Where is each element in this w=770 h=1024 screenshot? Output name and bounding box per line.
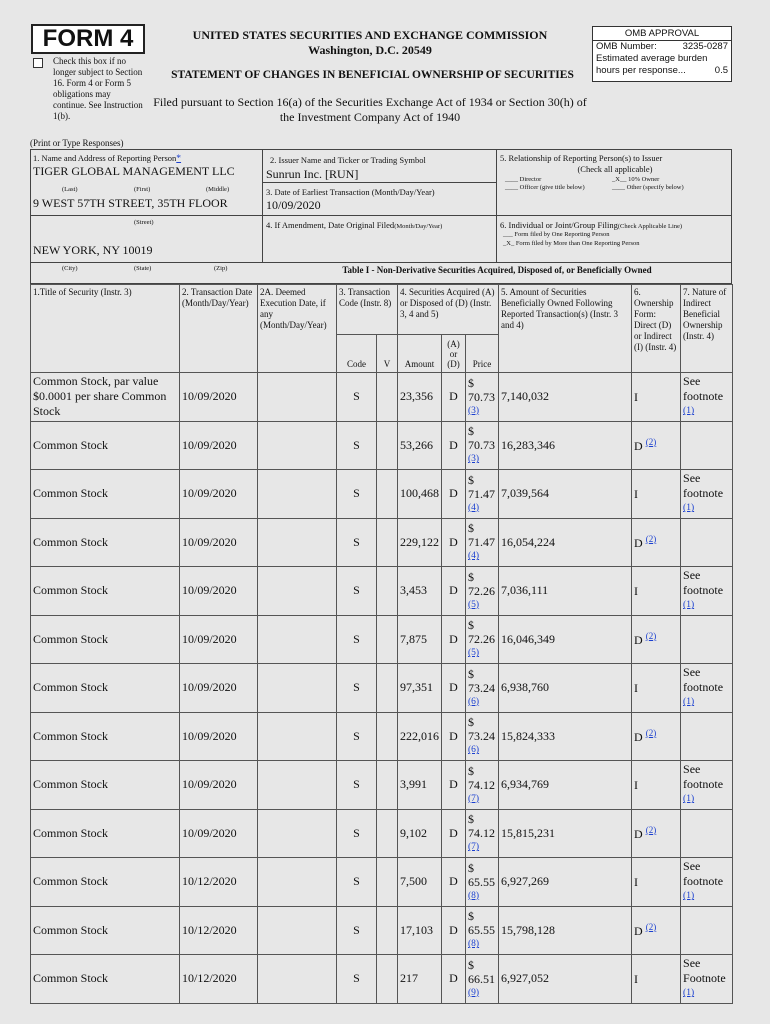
form-value: I	[634, 778, 639, 793]
sub-amount: Amount	[398, 335, 442, 373]
omb-number-value: 3235-0287	[682, 41, 728, 52]
cell-amount: 100,468	[398, 470, 442, 519]
nature-text: See footnote	[683, 374, 724, 404]
zip-label: (Zip)	[214, 265, 228, 272]
city-label: (City)	[62, 265, 78, 272]
cell-form	[632, 518, 681, 567]
cell-nature	[681, 955, 733, 1004]
earliest-date-label: 3. Date of Earliest Transaction (Month/Day/Year)	[266, 187, 435, 197]
cell-deemed	[258, 712, 337, 761]
cell-form	[632, 809, 681, 858]
form-value: D	[634, 923, 643, 938]
cell-security: Common Stock	[31, 955, 180, 1004]
omb-approval-box	[592, 26, 732, 82]
print-note: (Print or Type Responses)	[30, 138, 124, 148]
rel-director: ____ Director	[505, 176, 542, 183]
filed-line2: the Investment Company Act of 1940	[279, 110, 461, 124]
cell-date: 10/09/2020	[180, 470, 258, 519]
table-row	[31, 955, 733, 1004]
nature-text: See footnote	[683, 568, 724, 598]
price-footnote-link[interactable]: (3)	[468, 405, 480, 416]
table-row	[31, 858, 733, 907]
issuer-label: 2. Issuer Name and Ticker or Trading Symbol	[270, 155, 426, 165]
col-owned-header: 5. Amount of Securities Beneficially Owned Following Reported Transaction(s) (Instr. 3 and 4)	[499, 285, 632, 373]
form-footnote-link[interactable]: (2)	[645, 824, 657, 835]
cell-nature	[681, 906, 733, 955]
price-symbol: $	[468, 909, 474, 924]
cell-amount: 222,016	[398, 712, 442, 761]
price-value: 72.26	[468, 583, 495, 598]
form-value: D	[634, 632, 643, 647]
table-title: Table I - Non-Derivative Securities Acquired, Disposed of, or Beneficially Owned	[342, 265, 652, 275]
cell-amount: 229,122	[398, 518, 442, 567]
cell-amount: 3,453	[398, 567, 442, 616]
form-value: I	[634, 681, 639, 696]
price-symbol: $	[468, 618, 474, 633]
table-row	[31, 421, 733, 470]
cell-nature	[681, 664, 733, 713]
cell-code: S	[337, 615, 377, 664]
group-filing-label: 6. Individual or Joint/Group Filing(Check Applicable Line)	[500, 220, 683, 230]
cell-code: S	[337, 761, 377, 810]
cell-v	[377, 373, 398, 422]
nature-text: See Footnote	[683, 956, 726, 986]
cell-nature	[681, 518, 733, 567]
cell-price	[466, 518, 499, 567]
cell-deemed	[258, 664, 337, 713]
name-address-label: 1. Name and Address of Reporting Person*	[33, 153, 182, 164]
cell-nature	[681, 858, 733, 907]
cell-a-or-d: D	[442, 809, 466, 858]
cell-deemed	[258, 567, 337, 616]
cell-price	[466, 761, 499, 810]
omb-hours-label: hours per response...	[596, 65, 686, 76]
first-label: (First)	[134, 186, 151, 193]
table-row	[31, 664, 733, 713]
cell-price	[466, 955, 499, 1004]
cell-v	[377, 955, 398, 1004]
sub-code: Code	[337, 335, 377, 373]
form-value: I	[634, 972, 639, 987]
cell-amount: 97,351	[398, 664, 442, 713]
cell-form	[632, 615, 681, 664]
cell-price	[466, 373, 499, 422]
price-symbol: $	[468, 472, 474, 487]
divider	[262, 182, 496, 183]
price-footnote-link[interactable]: (6)	[468, 745, 480, 756]
cell-security: Common Stock	[31, 664, 180, 713]
cell-date: 10/09/2020	[180, 518, 258, 567]
cell-owned: 7,039,564	[499, 470, 632, 519]
cell-form	[632, 470, 681, 519]
cell-date: 10/12/2020	[180, 906, 258, 955]
checkbox-text: Check this box if no longer subject to Section 16. Form 4 or Form 5 obligations may continue. See Instruction 1(b).	[53, 56, 143, 121]
cell-a-or-d: D	[442, 761, 466, 810]
cell-amount: 23,356	[398, 373, 442, 422]
form-footnote-link[interactable]: (2)	[645, 436, 657, 447]
table-row	[31, 470, 733, 519]
cell-nature	[681, 615, 733, 664]
cell-code: S	[337, 955, 377, 1004]
filing-one-person: ___ Form filed by One Reporting Person	[503, 231, 610, 238]
col-deemed-header: 2A. Deemed Execution Date, if any (Month/Day/Year)	[258, 285, 337, 373]
price-value: 72.26	[468, 632, 495, 647]
table-row	[31, 906, 733, 955]
price-value: 65.55	[468, 923, 495, 938]
cell-price	[466, 712, 499, 761]
last-label: (Last)	[62, 186, 78, 193]
agency-line2: Washington, D.C. 20549	[308, 43, 432, 57]
cell-deemed	[258, 809, 337, 858]
price-footnote-link[interactable]: (9)	[468, 987, 480, 998]
price-value: 65.55	[468, 874, 495, 889]
table-row	[31, 518, 733, 567]
form-value: I	[634, 390, 639, 405]
cell-owned: 16,283,346	[499, 421, 632, 470]
cell-code: S	[337, 518, 377, 567]
cell-date: 10/09/2020	[180, 373, 258, 422]
cell-price	[466, 567, 499, 616]
price-symbol: $	[468, 569, 474, 584]
cell-v	[377, 664, 398, 713]
nature-footnote-link[interactable]: (1)	[683, 794, 695, 805]
form-value: D	[634, 729, 643, 744]
cell-price	[466, 664, 499, 713]
cell-price	[466, 809, 499, 858]
price-value: 70.73	[468, 389, 495, 404]
omb-number-label: OMB Number:	[596, 41, 657, 52]
cell-date: 10/09/2020	[180, 421, 258, 470]
cell-security: Common Stock	[31, 761, 180, 810]
cell-amount: 217	[398, 955, 442, 1004]
cell-price	[466, 615, 499, 664]
cell-code: S	[337, 906, 377, 955]
price-symbol: $	[468, 521, 474, 536]
cell-v	[377, 761, 398, 810]
cell-code: S	[337, 809, 377, 858]
col-acquired-header: 4. Securities Acquired (A) or Disposed of (D) (Instr. 3, 4 and 5)	[398, 285, 499, 335]
table-row	[31, 373, 733, 422]
form-value: D	[634, 826, 643, 841]
cell-a-or-d: D	[442, 518, 466, 567]
omb-burden-label: Estimated average burden	[596, 53, 708, 64]
cell-nature	[681, 567, 733, 616]
col-code-header: 3. Transaction Code (Instr. 8)	[337, 285, 398, 335]
omb-title: OMB APPROVAL	[593, 27, 731, 41]
price-symbol: $	[468, 715, 474, 730]
cell-date: 10/12/2020	[180, 858, 258, 907]
cell-security: Common Stock	[31, 567, 180, 616]
cell-owned: 6,927,269	[499, 858, 632, 907]
cell-amount: 7,875	[398, 615, 442, 664]
price-footnote-link[interactable]: (4)	[468, 551, 480, 562]
cell-code: S	[337, 664, 377, 713]
state-label: (State)	[134, 265, 152, 272]
reporting-person-name: TIGER GLOBAL MANAGEMENT LLC	[33, 164, 235, 178]
form-title: FORM 4	[31, 24, 145, 54]
cell-v	[377, 858, 398, 907]
form-value: D	[634, 438, 643, 453]
table-row	[31, 615, 733, 664]
filed-pursuant	[140, 95, 600, 125]
cell-security: Common Stock	[31, 906, 180, 955]
amendment-label: 4. If Amendment, Date Original Filed(Month/Day/Year)	[266, 220, 443, 230]
cell-a-or-d: D	[442, 906, 466, 955]
cell-form	[632, 761, 681, 810]
cell-owned: 16,046,349	[499, 615, 632, 664]
middle-label: (Middle)	[206, 186, 230, 193]
cell-deemed	[258, 761, 337, 810]
cell-date: 10/12/2020	[180, 955, 258, 1004]
cell-nature	[681, 470, 733, 519]
price-value: 71.47	[468, 486, 495, 501]
cell-nature	[681, 373, 733, 422]
earliest-transaction-date: 10/09/2020	[266, 198, 321, 212]
cell-v	[377, 615, 398, 664]
cell-security: Common Stock	[31, 615, 180, 664]
rel-10pct-owner: _X__ 10% Owner	[612, 176, 660, 183]
price-value: 73.24	[468, 729, 495, 744]
name-footnote-link[interactable]: *	[176, 154, 182, 164]
form-value: D	[634, 535, 643, 550]
price-value: 71.47	[468, 535, 495, 550]
filed-line1: Filed pursuant to Section 16(a) of the Securities Exchange Act of 1934 or Section 30(h) of	[153, 95, 587, 109]
cell-amount: 3,991	[398, 761, 442, 810]
form-value: I	[634, 875, 639, 890]
price-footnote-link[interactable]: (6)	[468, 696, 480, 707]
cell-date: 10/09/2020	[180, 567, 258, 616]
cell-form	[632, 858, 681, 907]
cell-nature	[681, 809, 733, 858]
cell-a-or-d: D	[442, 421, 466, 470]
cell-form	[632, 567, 681, 616]
cell-price	[466, 858, 499, 907]
table-i	[30, 284, 733, 1004]
nature-footnote-link[interactable]: (1)	[683, 406, 695, 417]
form-value: I	[634, 584, 639, 599]
price-footnote-link[interactable]: (3)	[468, 454, 480, 465]
cell-nature	[681, 712, 733, 761]
city-state-zip: NEW YORK, NY 10019	[33, 243, 153, 257]
table-row	[31, 809, 733, 858]
cell-nature	[681, 761, 733, 810]
cell-owned: 15,815,231	[499, 809, 632, 858]
cell-code: S	[337, 858, 377, 907]
nature-text: See footnote	[683, 859, 724, 889]
cell-date: 10/09/2020	[180, 615, 258, 664]
cell-owned: 15,798,128	[499, 906, 632, 955]
col-title-header: 1.Title of Security (Instr. 3)	[31, 285, 180, 373]
price-footnote-link[interactable]: (7)	[468, 842, 480, 853]
cell-form	[632, 712, 681, 761]
relationship-sub: (Check all applicable)	[577, 164, 653, 174]
cell-v	[377, 712, 398, 761]
price-symbol: $	[468, 957, 474, 972]
sub-a-or-d: (A) or (D)	[442, 335, 466, 373]
agency-name	[160, 28, 580, 58]
cell-form	[632, 421, 681, 470]
cell-owned: 15,824,333	[499, 712, 632, 761]
nature-footnote-link[interactable]: (1)	[683, 697, 695, 708]
cell-code: S	[337, 712, 377, 761]
cell-v	[377, 470, 398, 519]
cell-a-or-d: D	[442, 470, 466, 519]
cell-deemed	[258, 470, 337, 519]
price-value: 74.12	[468, 826, 495, 841]
price-symbol: $	[468, 860, 474, 875]
nature-text: See footnote	[683, 471, 724, 501]
cell-security: Common Stock	[31, 470, 180, 519]
cell-a-or-d: D	[442, 615, 466, 664]
statement-title: STATEMENT OF CHANGES IN BENEFICIAL OWNERSHIP OF SECURITIES	[171, 69, 574, 81]
cell-owned: 6,938,760	[499, 664, 632, 713]
divider	[496, 149, 497, 262]
cell-v	[377, 567, 398, 616]
price-footnote-link[interactable]: (5)	[468, 648, 480, 659]
cell-a-or-d: D	[442, 373, 466, 422]
issuer-name: Sunrun Inc. [RUN]	[266, 167, 359, 181]
cell-a-or-d: D	[442, 955, 466, 1004]
price-symbol: $	[468, 763, 474, 778]
cell-code: S	[337, 567, 377, 616]
cell-deemed	[258, 955, 337, 1004]
cell-form	[632, 373, 681, 422]
price-footnote-link[interactable]: (5)	[468, 599, 480, 610]
cell-owned: 16,054,224	[499, 518, 632, 567]
col-form-header: 6. Ownership Form: Direct (D) or Indirect (I) (Instr. 4)	[632, 285, 681, 373]
filing-more-persons: _X_ Form filed by More than One Reporting Person	[503, 240, 640, 247]
form-footnote-link[interactable]: (2)	[645, 727, 657, 738]
nature-footnote-link[interactable]: (1)	[683, 600, 695, 611]
cell-price	[466, 470, 499, 519]
price-symbol: $	[468, 666, 474, 681]
cell-a-or-d: D	[442, 712, 466, 761]
cell-date: 10/09/2020	[180, 664, 258, 713]
header-row	[31, 285, 733, 335]
cell-owned: 7,036,111	[499, 567, 632, 616]
price-value: 66.51	[468, 971, 495, 986]
cell-security: Common Stock	[31, 809, 180, 858]
table-row	[31, 567, 733, 616]
nature-footnote-link[interactable]: (1)	[683, 988, 695, 999]
cell-v	[377, 809, 398, 858]
cell-security: Common Stock	[31, 858, 180, 907]
street-label: (Street)	[134, 219, 154, 226]
nature-text: See footnote	[683, 665, 724, 695]
cell-date: 10/09/2020	[180, 809, 258, 858]
cell-form	[632, 955, 681, 1004]
omb-hours-value: 0.5	[714, 65, 728, 76]
cell-a-or-d: D	[442, 567, 466, 616]
divider	[30, 215, 732, 216]
price-symbol: $	[468, 375, 474, 390]
cell-amount: 53,266	[398, 421, 442, 470]
price-symbol: $	[468, 424, 474, 439]
agency-line1: UNITED STATES SECURITIES AND EXCHANGE COMMISSION	[192, 28, 548, 42]
cell-date: 10/09/2020	[180, 761, 258, 810]
form-footnote-link[interactable]: (2)	[645, 533, 657, 544]
relationship-label: 5. Relationship of Reporting Person(s) to Issuer	[500, 153, 663, 163]
price-value: 74.12	[468, 777, 495, 792]
cell-amount: 9,102	[398, 809, 442, 858]
cell-v	[377, 906, 398, 955]
cell-code: S	[337, 421, 377, 470]
cell-v	[377, 421, 398, 470]
cell-nature	[681, 421, 733, 470]
cell-deemed	[258, 421, 337, 470]
cell-v	[377, 518, 398, 567]
cell-amount: 7,500	[398, 858, 442, 907]
col-date-header: 2. Transaction Date (Month/Day/Year)	[180, 285, 258, 373]
street-address: 9 WEST 57TH STREET, 35TH FLOOR	[33, 196, 228, 210]
cell-a-or-d: D	[442, 664, 466, 713]
cell-deemed	[258, 373, 337, 422]
table-row	[31, 761, 733, 810]
sub-v: V	[377, 335, 398, 373]
nature-footnote-link[interactable]: (1)	[683, 891, 695, 902]
price-value: 70.73	[468, 438, 495, 453]
divider	[262, 149, 263, 262]
cell-code: S	[337, 373, 377, 422]
cell-deemed	[258, 615, 337, 664]
form-footnote-link[interactable]: (2)	[645, 921, 657, 932]
cell-price	[466, 421, 499, 470]
cell-a-or-d: D	[442, 858, 466, 907]
table-row	[31, 712, 733, 761]
cell-date: 10/09/2020	[180, 712, 258, 761]
cell-security: Common Stock, par value $0.0001 per share Common Stock	[31, 373, 180, 422]
cell-form	[632, 906, 681, 955]
rel-officer: ____ Officer (give title below)	[505, 184, 585, 191]
price-footnote-link[interactable]: (8)	[468, 939, 480, 950]
cell-security: Common Stock	[31, 518, 180, 567]
form-footnote-link[interactable]: (2)	[645, 630, 657, 641]
nature-text: See footnote	[683, 762, 724, 792]
cell-owned: 7,140,032	[499, 373, 632, 422]
price-footnote-link[interactable]: (4)	[468, 502, 480, 513]
cell-amount: 17,103	[398, 906, 442, 955]
price-value: 73.24	[468, 680, 495, 695]
cell-price	[466, 906, 499, 955]
price-footnote-link[interactable]: (7)	[468, 793, 480, 804]
cell-deemed	[258, 906, 337, 955]
cell-deemed	[258, 858, 337, 907]
form-value: I	[634, 487, 639, 502]
cell-form	[632, 664, 681, 713]
no-longer-subject-checkbox[interactable]	[33, 58, 43, 68]
cell-security: Common Stock	[31, 712, 180, 761]
cell-deemed	[258, 518, 337, 567]
col-nature-header: 7. Nature of Indirect Beneficial Ownership (Instr. 4)	[681, 285, 733, 373]
price-footnote-link[interactable]: (8)	[468, 890, 480, 901]
cell-owned: 6,927,052	[499, 955, 632, 1004]
nature-footnote-link[interactable]: (1)	[683, 503, 695, 514]
sub-price: Price	[466, 335, 499, 373]
divider	[30, 262, 732, 263]
cell-owned: 6,934,769	[499, 761, 632, 810]
cell-security: Common Stock	[31, 421, 180, 470]
price-symbol: $	[468, 812, 474, 827]
cell-code: S	[337, 470, 377, 519]
rel-other: ____ Other (specify below)	[612, 184, 684, 191]
